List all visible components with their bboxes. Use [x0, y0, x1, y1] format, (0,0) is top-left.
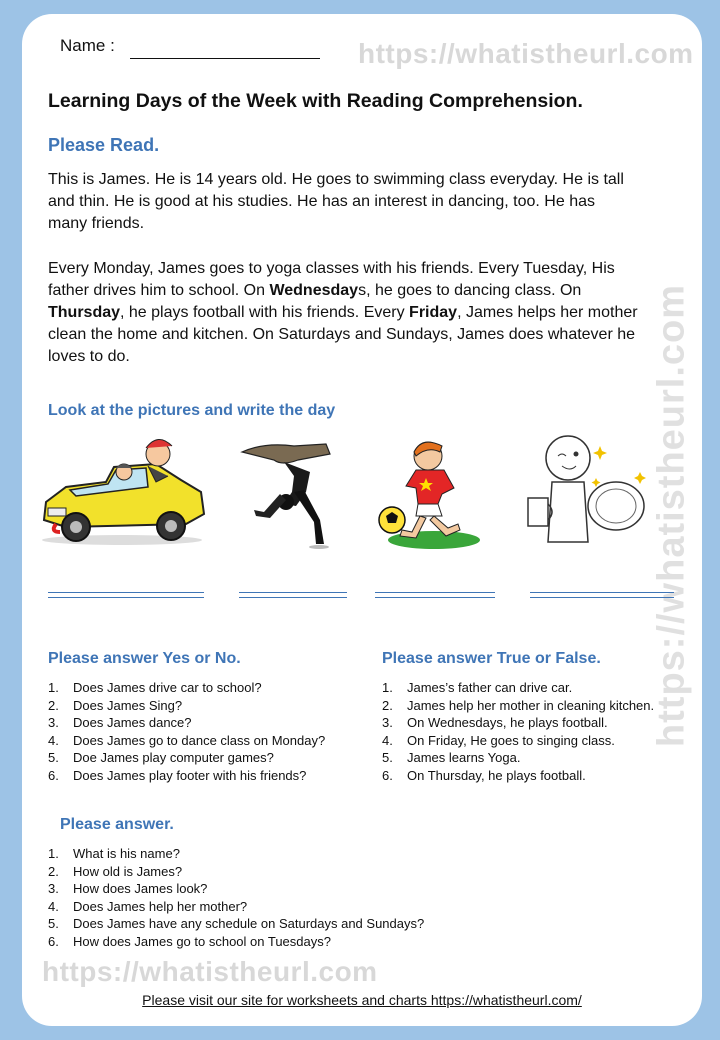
reading-paragraph-2: Every Monday, James goes to yoga classes with his friends. Every Tuesday, His father drives him to school. On Wednesdays, he goes to dancing class. On Thursday, he plays football with his friends. Every Friday, James helps her mother clean the home and kitchen. On Saturdays and Sundays, James does whatever he loves to do.: [48, 260, 638, 365]
watermark-bottom: https://whatistheurl.com: [42, 956, 378, 987]
yes-no-heading: Please answer Yes or No.: [48, 650, 241, 667]
true-false-questions: [382, 679, 654, 785]
list-item: 5. Does James have any schedule on Saturdays and Sundays?: [48, 916, 425, 932]
watermark-top: https://whatistheurl.com: [358, 38, 694, 69]
worksheet-page: [22, 14, 702, 1026]
answer-blank-4[interactable]: [530, 592, 674, 598]
car-driving-picture: [36, 432, 208, 552]
list-item: 1. What is his name?: [48, 846, 180, 861]
cleaning-dishes-picture: [522, 432, 652, 552]
watermark-side: https://whatistheurl.com: [650, 283, 693, 748]
list-item: 1. James’s father can drive car.: [382, 680, 573, 695]
list-item: 6. Does James play footer with his friends?: [48, 767, 307, 783]
breakdancing-picture: [234, 432, 344, 552]
list-item: 5. Doe James play computer games?: [48, 750, 274, 766]
list-item: 6. How does James go to school on Tuesdays?: [48, 933, 331, 949]
yes-no-questions: [48, 679, 325, 785]
answer-blank-1[interactable]: [48, 592, 204, 598]
day-thursday: Thursday: [48, 304, 121, 321]
answer-blank-3[interactable]: [375, 592, 495, 598]
day-wednesday: Wednesday: [269, 282, 359, 299]
true-false-heading: Please answer True or False.: [382, 650, 601, 667]
pictures-heading: Look at the pictures and write the day: [48, 402, 336, 419]
answer-questions: [48, 845, 424, 951]
name-label: Name :: [60, 36, 115, 55]
list-item: 4. Does James help her mother?: [48, 898, 248, 914]
reading-heading: Please Read.: [48, 135, 160, 155]
football-picture: [372, 432, 482, 552]
reading-paragraph-1: This is James. He is 14 years old. He goes to swimming class everyday. He is tall and thin. He is good at his studies. He has an interest in dancing, too. He has many friends.: [48, 171, 624, 232]
answer-heading: Please answer.: [60, 816, 174, 833]
list-item: 2. How old is James?: [48, 863, 183, 879]
worksheet-title: Learning Days of the Week with Reading Comprehension.: [48, 90, 583, 112]
list-item: 4. Does James go to dance class on Monday?: [48, 732, 326, 748]
list-item: 3. Does James dance?: [48, 715, 192, 731]
list-item: 1. Does James drive car to school?: [48, 680, 262, 695]
name-blank-line[interactable]: [130, 58, 320, 59]
day-friday: Friday: [409, 304, 458, 321]
list-item: 6. On Thursday, he plays football.: [382, 767, 586, 783]
list-item: 2. Does James Sing?: [48, 697, 183, 713]
list-item: 3. How does James look?: [48, 881, 208, 897]
answer-blank-2[interactable]: [239, 592, 347, 598]
list-item: 5. James learns Yoga.: [382, 750, 521, 766]
list-item: 4. On Friday, He goes to singing class.: [382, 732, 615, 748]
list-item: 2. James help her mother in cleaning kitchen.: [382, 697, 655, 713]
list-item: 3. On Wednesdays, he plays football.: [382, 715, 608, 731]
footer-link[interactable]: Please visit our site for worksheets and charts https://whatistheurl.com/: [142, 992, 582, 1008]
